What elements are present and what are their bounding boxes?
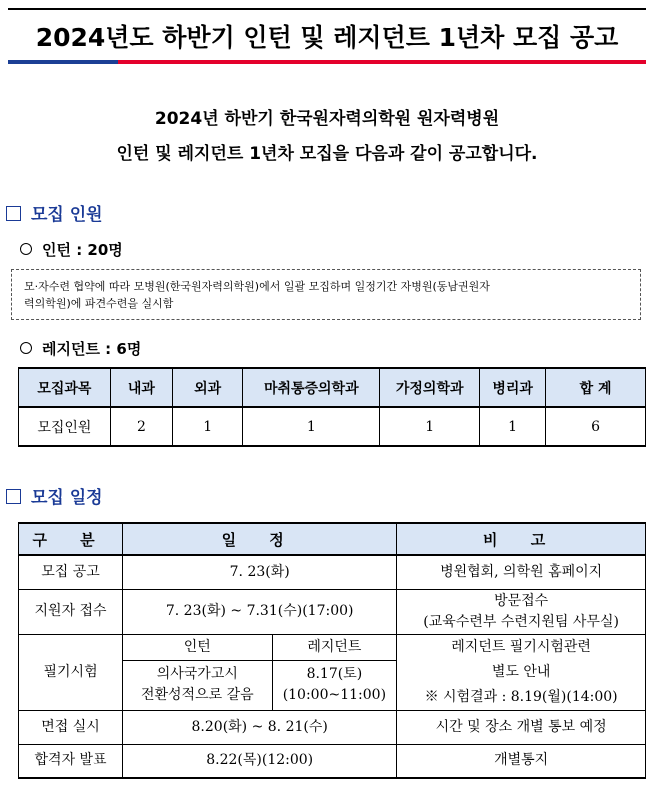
schedule-col-remark: 비 고 bbox=[397, 523, 646, 555]
intro-line-2: 인턴 및 레지던트 1년차 모집을 다음과 같이 공고합니다. bbox=[116, 144, 538, 164]
resident-count bbox=[20, 338, 141, 359]
notice-date: 7. 23(화) bbox=[123, 555, 397, 589]
notice-label: 모집 공고 bbox=[19, 555, 123, 589]
square-bullet-icon bbox=[6, 206, 21, 221]
resident-col-pathology: 병리과 bbox=[480, 368, 546, 407]
schedule-heading-text: 모집 일정 bbox=[31, 488, 103, 508]
written-intern-line-1: 의사국가고시 bbox=[156, 666, 238, 682]
written-intern-line-2: 전환성적으로 갈음 bbox=[140, 687, 254, 703]
written-remark-line-2: 별도 안내 bbox=[491, 663, 551, 680]
resident-col-anesthesia: 마취통증의학과 bbox=[243, 368, 380, 407]
intern-count bbox=[20, 239, 123, 260]
resident-table bbox=[18, 367, 646, 447]
schedule-table bbox=[18, 522, 646, 779]
apply-remark-line-2: (교육수련부 수련지원팀 사무실) bbox=[423, 613, 619, 630]
square-bullet-icon bbox=[6, 489, 21, 504]
resident-count-text: 레지던트 : 6명 bbox=[42, 340, 142, 358]
apply-label: 지원자 접수 bbox=[19, 589, 123, 634]
resident-col-total: 합 계 bbox=[546, 368, 646, 407]
intern-note-line-1: 모·자수련 협약에 따라 모병원(한국원자력의학원)에서 일괄 모집하며 일정기간 자병원(동남권원자 bbox=[24, 280, 490, 293]
notice-remark: 병원협회, 의학원 홈페이지 bbox=[397, 555, 646, 589]
written-intern bbox=[123, 660, 272, 710]
interview-remark: 시간 및 장소 개별 통보 예정 bbox=[397, 710, 646, 744]
written-remark-line-3: ※ 시험결과 : 8.19(월)(14:00) bbox=[424, 688, 618, 705]
page-title: 2024년도 하반기 인턴 및 레지던트 1년차 모집 공고 bbox=[35, 23, 619, 52]
result-date: 8.22(목)(12:00) bbox=[123, 744, 397, 778]
apply-date: 7. 23(화) ~ 7.31(수)(17:00) bbox=[123, 589, 397, 634]
table-row bbox=[19, 744, 646, 778]
intern-note bbox=[11, 269, 641, 320]
written-remark bbox=[397, 634, 646, 710]
resident-table-header bbox=[19, 368, 646, 407]
resident-count-anesthesia: 1 bbox=[243, 407, 380, 446]
schedule-table-header bbox=[19, 523, 646, 555]
schedule-col-category: 구 분 bbox=[19, 523, 123, 555]
written-resident bbox=[272, 660, 397, 710]
title-bar bbox=[8, 8, 646, 64]
resident-count-total: 6 bbox=[546, 407, 646, 446]
circle-bullet-icon bbox=[20, 342, 32, 354]
recruit-heading-text: 모집 인원 bbox=[31, 205, 103, 225]
title-top-rule bbox=[8, 8, 646, 10]
apply-remark bbox=[397, 589, 646, 634]
resident-count-family: 1 bbox=[380, 407, 480, 446]
intro-line-1: 2024년 하반기 한국원자력의학원 원자력병원 bbox=[154, 109, 500, 129]
recruit-heading bbox=[6, 200, 103, 225]
schedule-heading bbox=[6, 483, 103, 508]
apply-remark-line-1: 방문접수 bbox=[494, 592, 549, 609]
table-row bbox=[19, 555, 646, 589]
result-remark: 개별통지 bbox=[397, 744, 646, 778]
table-row bbox=[19, 407, 646, 446]
written-resident-line-2: (10:00~11:00) bbox=[282, 687, 387, 703]
resident-col-subject: 모집과목 bbox=[19, 368, 111, 407]
table-row bbox=[19, 589, 646, 634]
written-resident-line-1: 8.17(토) bbox=[306, 666, 363, 682]
circle-bullet-icon bbox=[20, 243, 32, 255]
intern-note-line-2: 력의학원)에 파견수련을 실시함 bbox=[24, 297, 174, 310]
resident-count-pathology: 1 bbox=[480, 407, 546, 446]
resident-count-surgery: 1 bbox=[173, 407, 243, 446]
resident-row-label: 모집인원 bbox=[19, 407, 111, 446]
title-accent-red bbox=[118, 60, 646, 64]
written-label: 필기시험 bbox=[19, 634, 123, 710]
title-accent-blue bbox=[8, 60, 118, 64]
written-resident-head: 레지던트 bbox=[272, 634, 397, 660]
schedule-col-date: 일 정 bbox=[123, 523, 397, 555]
resident-count-internal: 2 bbox=[110, 407, 172, 446]
written-intern-head: 인턴 bbox=[123, 634, 272, 660]
table-row bbox=[19, 634, 646, 660]
written-remark-line-1: 레지던트 필기시험관련 bbox=[451, 638, 591, 655]
interview-label: 면접 실시 bbox=[19, 710, 123, 744]
resident-col-surgery: 외과 bbox=[173, 368, 243, 407]
table-row bbox=[19, 710, 646, 744]
result-label: 합격자 발표 bbox=[19, 744, 123, 778]
resident-col-family: 가정의학과 bbox=[380, 368, 480, 407]
interview-date: 8.20(화) ~ 8. 21(수) bbox=[123, 710, 397, 744]
intern-count-text: 인턴 : 20명 bbox=[42, 241, 123, 259]
resident-col-internal: 내과 bbox=[110, 368, 172, 407]
